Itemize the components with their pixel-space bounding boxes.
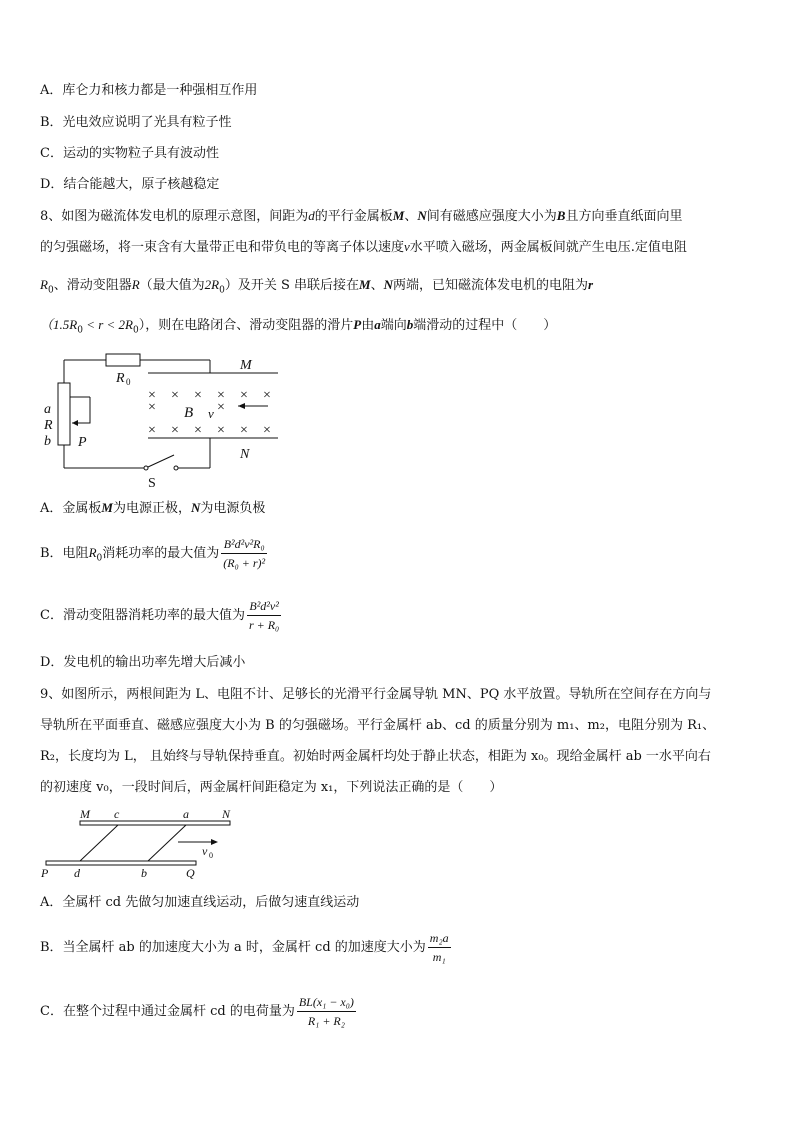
q8-text: ） — [138, 318, 146, 333]
q8-option-b: B．电阻$R_0$消耗功率的最大值为 $\frac{\text{B²d²v²R₀}}{\text{(R₀ + r)²}}$ — [40, 537, 266, 570]
q7-option-a: A．库仑力和核力都是一种强相互作用 — [40, 83, 258, 98]
q8-option-c-fraction — [247, 598, 281, 633]
var-N: N — [190, 500, 201, 515]
var-B: B — [556, 208, 566, 223]
q8-option-d: D．发电机的输出功率先增大后减小 — [40, 655, 246, 670]
q8-opt-text: 消耗功率的最大值为 — [102, 546, 220, 561]
fraction-numerator: m₂a — [428, 930, 451, 948]
switch-s — [148, 455, 174, 467]
label-n: N — [222, 807, 231, 821]
q8-text: 的匀强磁场，将一束含有大量带正电和带负电的等离子体以速度 — [40, 240, 405, 255]
label-d: d — [74, 866, 80, 880]
q8-option-b-fraction — [221, 536, 267, 571]
q9-opt-text: C．在整个过程中通过金属杆 cd 的电荷量为 — [40, 1004, 295, 1019]
label-r: R — [44, 418, 53, 433]
svg-text:×: × — [171, 388, 179, 403]
label-a: a — [44, 402, 51, 417]
svg-text:×: × — [217, 388, 225, 403]
rod-ab — [148, 825, 186, 861]
var-2R0: 2R — [204, 277, 220, 292]
label-n: N — [240, 447, 250, 462]
var-R0: R — [40, 277, 48, 292]
q9-rails-diagram — [38, 805, 248, 880]
q8-stem-line2 — [40, 238, 687, 257]
q8-text: 端滑动的过程中（ ） — [413, 318, 557, 333]
q7-option-d: D．结合能越大，原子核越稳定 — [40, 177, 220, 192]
q7-option-b: B．光电效应说明了光具有粒子性 — [40, 115, 232, 130]
fraction-denominator: R₁ + R₂ — [307, 1014, 345, 1028]
label-p: P — [78, 435, 87, 450]
q9-stem-line2: 导轨所在平面垂直、磁感应强度大小为 B 的匀强磁场。平行金属杆 ab、cd 的质量分别为 m₁、m₂，电阻分别为 R₁、 — [40, 718, 716, 733]
label-r0-sub: 0 — [126, 377, 131, 387]
q8-text: 由 — [361, 318, 375, 333]
q9-option-a: A．全属杆 cd 先做匀加速直线运动，后做匀速直线运动 — [40, 895, 360, 910]
q8-stem-line4: $(1.5R_0 < r < 2R_0)$，则在电路闭合、滑动变阻器的滑片P由a端向b端滑动的过程中（ ） — [40, 317, 557, 336]
q8-opt-text: 为电源正极， — [112, 501, 191, 516]
label-c: c — [114, 807, 120, 821]
q8-option-a — [40, 499, 265, 518]
label-s: S — [148, 476, 156, 490]
q8-text: 且方向垂直纸面向里 — [565, 209, 683, 224]
q8-text: 8、如图为磁流体发电机的原理示意图，间距为 — [40, 209, 309, 224]
rail-pq — [46, 861, 196, 865]
q9-stem-line4: 的初速度 v₀，一段时间后，两金属杆间距稳定为 x₁，下列说法正确的是（ ） — [40, 780, 503, 795]
var-N: N — [383, 277, 393, 292]
q8-text: 、 — [404, 209, 418, 224]
fraction-denominator: r + R₀ — [248, 618, 280, 632]
label-r0: R — [116, 371, 125, 386]
q8-option-c — [40, 594, 283, 638]
q8-condition: （1.5R — [40, 317, 78, 332]
svg-text:×: × — [148, 388, 156, 403]
q8-text: 两端，已知磁流体发电机的电阻为 — [393, 278, 589, 293]
q8-stem-line3: $R_0$、滑动变阻器R（最大值为$2R_0$）及开关 S 串联后接在M、N两端，已知磁流体发电机的电阻为r — [40, 277, 594, 296]
label-b: b — [44, 434, 51, 449]
q8-circuit-diagram — [38, 345, 288, 490]
q8-text: ，则在电路闭合、滑动变阻器的滑片 — [145, 318, 354, 333]
q8-opt-text: C．滑动变阻器消耗功率的最大值为 — [40, 608, 245, 623]
var-M: M — [101, 500, 113, 515]
label-b: b — [141, 866, 147, 880]
rheostat — [58, 383, 70, 445]
svg-text:×: × — [217, 400, 225, 415]
q8-text: （最大值为 — [139, 278, 205, 293]
q8-opt-text: 为电源负极 — [200, 501, 266, 516]
var-b: b — [406, 317, 414, 332]
fraction-denominator: (R₀ + r)² — [223, 556, 266, 570]
label-v0: v — [202, 844, 208, 858]
q9-opt-text: B．当全属杆 ab 的加速度大小为 a 时，金属杆 cd 的加速度大小为 — [40, 940, 426, 955]
svg-text:×: × — [171, 423, 179, 438]
var-N: N — [417, 208, 427, 223]
q8-text: 水平喷入磁场，两金属板间就产生电压.定值电阻 — [409, 240, 687, 255]
var-v: v — [404, 239, 410, 254]
q9-stem-line3: R₂，长度均为 L， 且始终与导轨保持垂直。初始时两金属杆均处于静止状态，相距为 x₀。现给金属杆 ab 一水平向右 — [40, 749, 711, 764]
svg-text:×: × — [217, 423, 225, 438]
var-r: r — [588, 277, 594, 292]
var-M: M — [359, 277, 371, 292]
svg-text:×: × — [263, 388, 271, 403]
r0-resistor — [106, 354, 140, 366]
fraction-denominator: m₁ — [432, 950, 446, 964]
q8-condition: < r < 2R — [82, 317, 133, 332]
q9-option-c — [40, 990, 358, 1034]
q8-opt-text: B．电阻 — [40, 546, 89, 561]
q8-opt-text: A．金属板 — [40, 501, 102, 516]
label-a: a — [183, 807, 189, 821]
q8-text: 、滑动变阻器 — [53, 278, 132, 293]
svg-text:×: × — [148, 423, 156, 438]
q7-option-c: C．运动的实物粒子具有波动性 — [40, 146, 219, 161]
rail-mn — [80, 821, 230, 825]
var-R0: R — [88, 545, 97, 560]
svg-text:×: × — [194, 388, 202, 403]
label-m: M — [240, 358, 252, 373]
label-v: v — [208, 406, 214, 421]
label-v0-sub: 0 — [209, 851, 213, 860]
svg-text:×: × — [240, 423, 248, 438]
label-q: Q — [186, 866, 195, 880]
label-b-field: B — [184, 405, 194, 421]
q8-stem-line1 — [40, 207, 682, 226]
q9-stem-line1: 9、如图所示，两根间距为 L、电阻不计、足够长的光滑平行金属导轨 MN、PQ 水平放置。导轨所在空间存在方向与 — [40, 687, 712, 702]
fraction-numerator: B²d²v² — [247, 598, 281, 616]
svg-text:×: × — [263, 423, 271, 438]
q8-text: 的平行金属板 — [314, 209, 393, 224]
var-d: d — [308, 208, 315, 223]
svg-text:×: × — [148, 400, 156, 415]
label-p: P — [41, 866, 49, 880]
svg-text:×: × — [194, 423, 202, 438]
q8-text: 端向 — [380, 318, 407, 333]
svg-text:×: × — [240, 388, 248, 403]
label-m: M — [80, 807, 90, 821]
q8-text: 间有磁感应强度大小为 — [426, 209, 557, 224]
var-M: M — [392, 208, 405, 223]
fraction-numerator: BL(x₁ − x₀) — [297, 994, 356, 1012]
q8-text: ）及开关 S 串联后接在 — [224, 278, 360, 293]
q9-option-b — [40, 926, 453, 970]
var-a: a — [374, 317, 381, 332]
rod-cd — [80, 825, 118, 861]
q9-option-b-fraction — [428, 930, 451, 965]
var-R: R — [131, 277, 140, 292]
fraction-numerator: B²d²v²R₀ — [221, 536, 267, 554]
q9-option-c-fraction — [297, 994, 356, 1029]
q8-text: 、 — [370, 278, 384, 293]
var-P: P — [353, 317, 362, 332]
